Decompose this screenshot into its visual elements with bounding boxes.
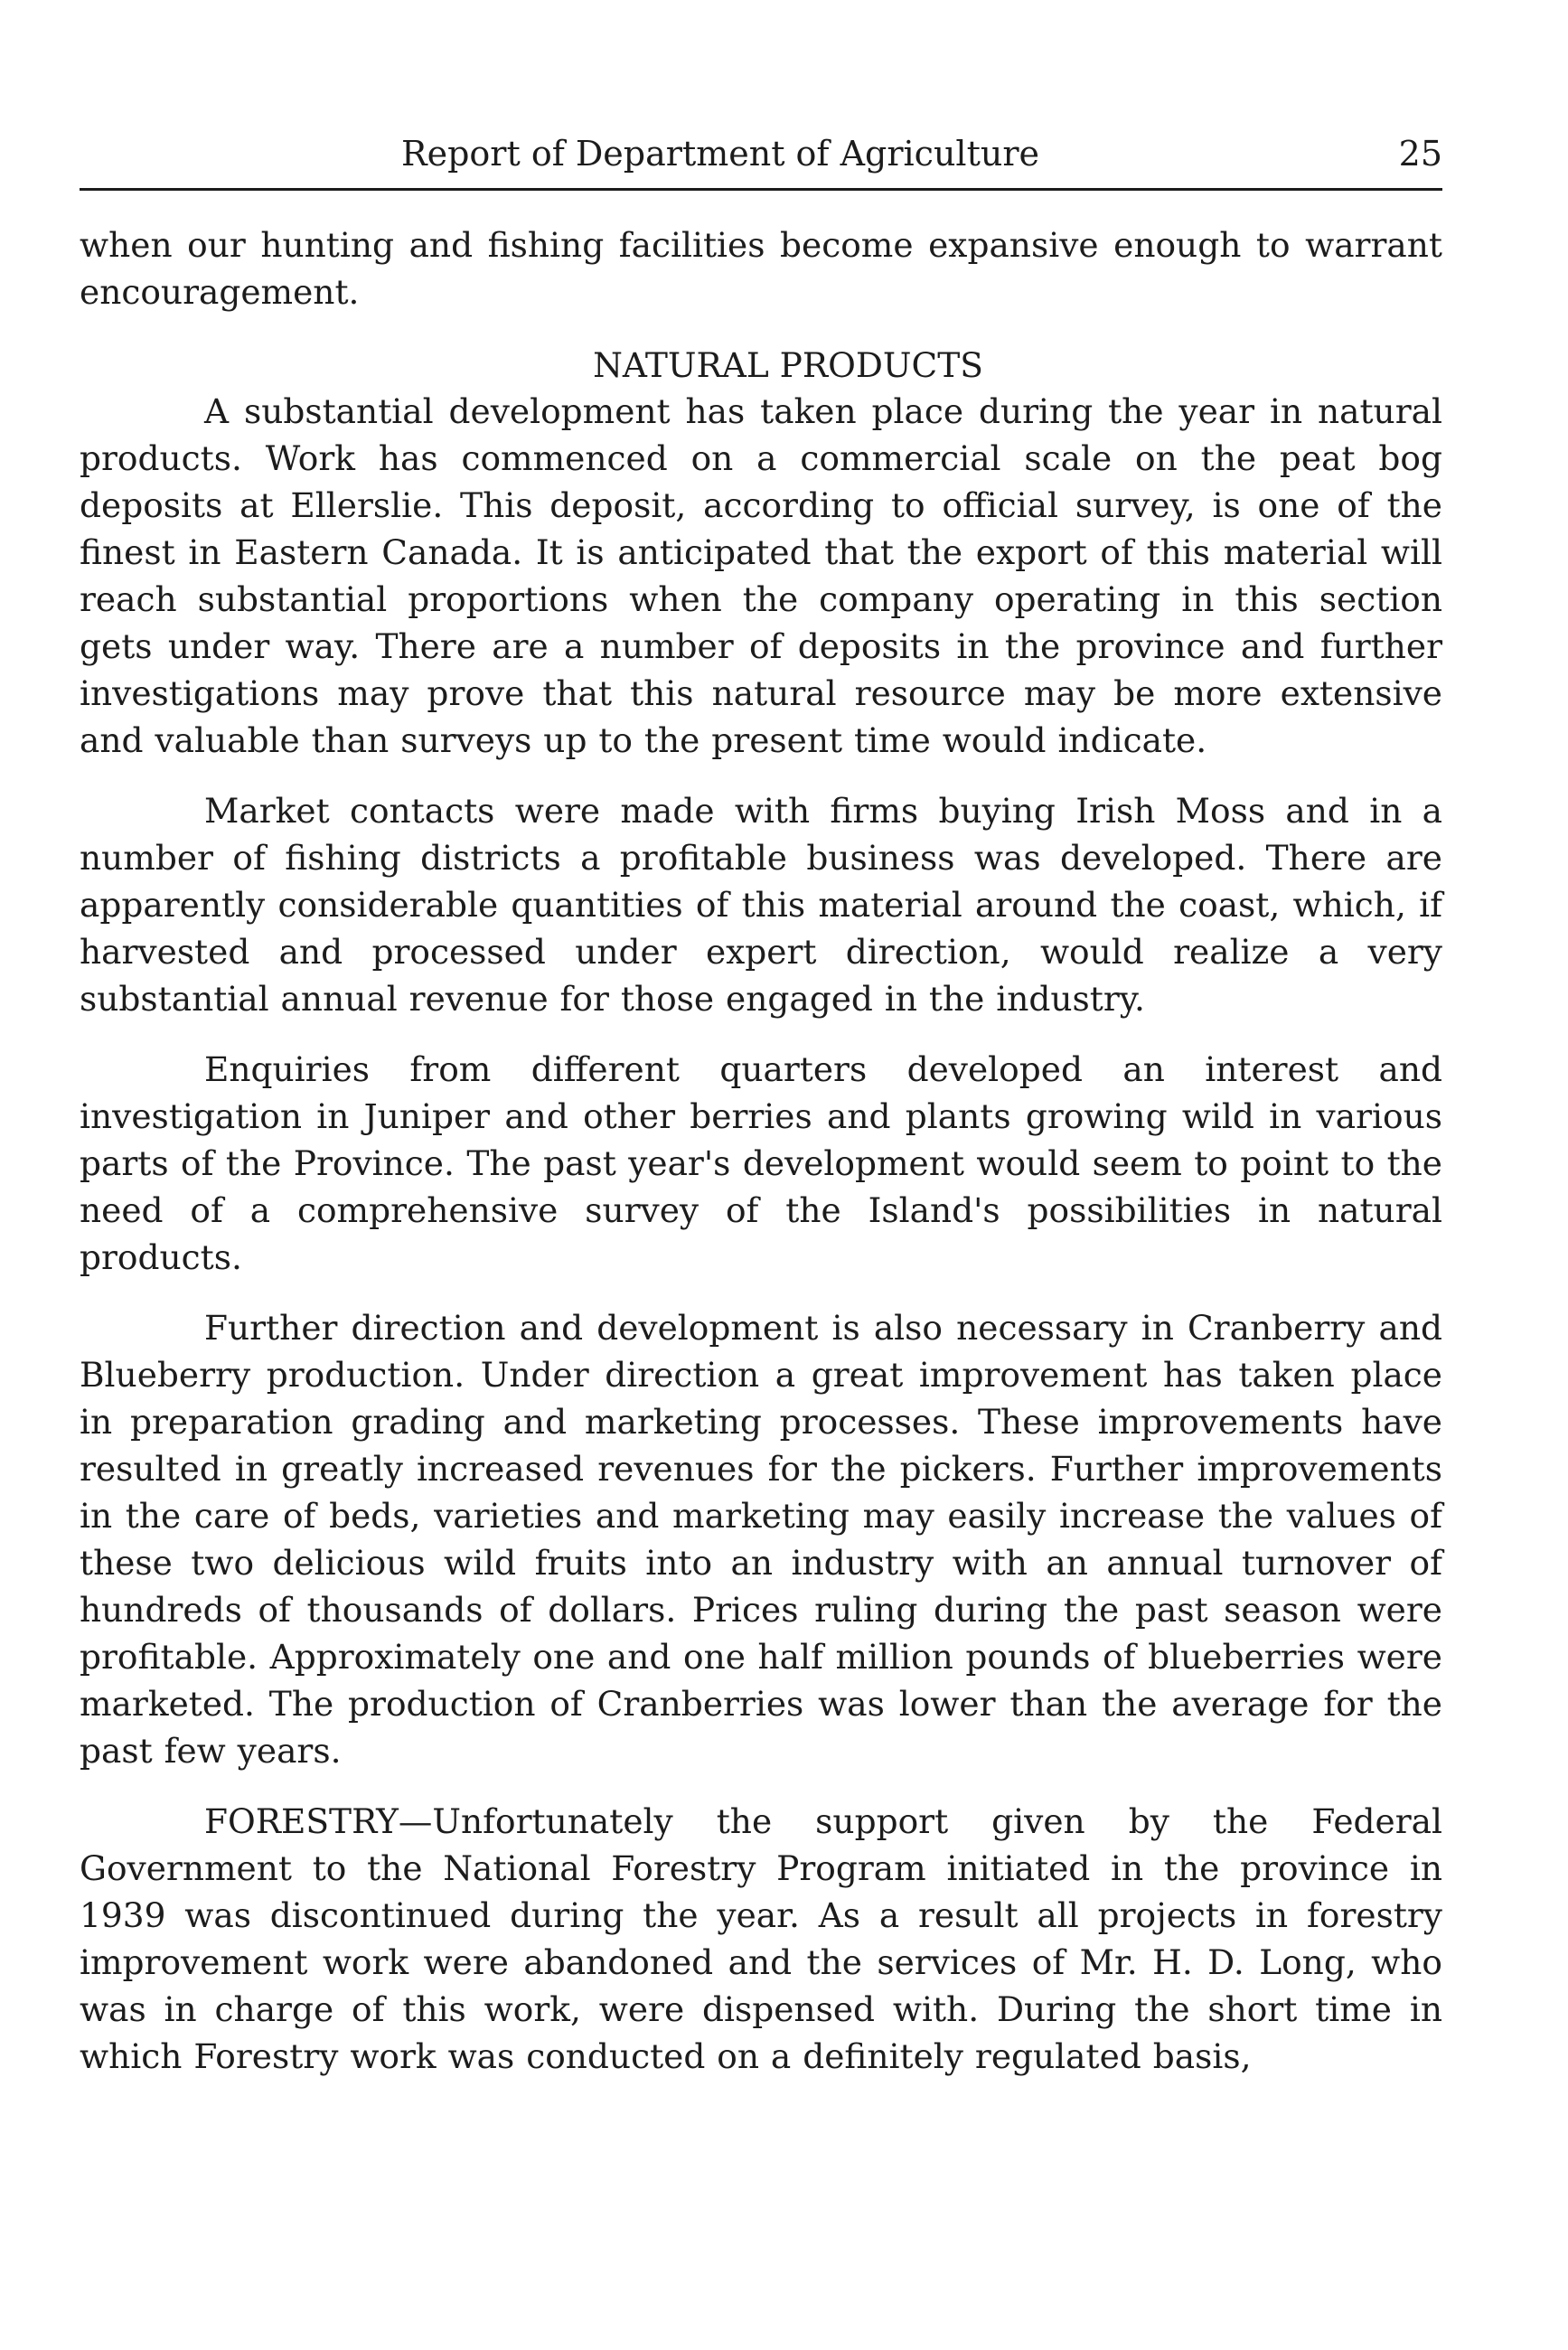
paragraph-peat-deposits: A substantial development has taken place during the year in natural products. Work has commenced on a commercial scale on the peat bog deposits at Ellerslie. This deposit, according to official survey, is one of the finest in Eastern Canada. It is anticipated that the export of this material will reach substantial proportions when the company operating in this section gets under way. There are a number of deposits in the province and further investigations may prove that this natural resource may be more extensive and valuable than surveys up to the present time would indicate. (80, 391, 1442, 760)
page-number: 25 (1398, 134, 1442, 174)
running-header (80, 127, 1442, 191)
document-page (80, 127, 1442, 2080)
paragraph-irish-moss: Market contacts were made with firms buying Irish Moss and in a number of fishing districts a profitable business was developed. There are apparently considerable quantities of this material around the coast, which, if harvested and processed under expert direction, would realize a very substantial annual revenue for those engaged in the industry. (80, 791, 1442, 1019)
paragraph-cranberry-blueberry: Further direction and development is also necessary in Cranberry and Blueberry production. Under direction a great improvement has taken place in preparation grading and marketing processes. These improvements have resulted in greatly increased revenues for the pickers. Further improvements in the care of beds, varieties and marketing may easily increase the values of these two delicious wild fruits into an industry with an annual turnover of hundreds of thousands of dollars. Prices ruling during the past season were profitable. Approximately one and one half million pounds of blueberries were marketed. The production of Cranberries was lower than the average for the past few years. (80, 1308, 1442, 1771)
paragraph-continued: when our hunting and fishing facilities become expansive enough to warrant encouragement. (80, 225, 1442, 312)
paragraph-juniper-berries: Enquiries from different quarters developed an interest and investigation in Juniper and other berries and plants growing wild in various parts of the Province. The past year's development would seem to point to the need of a comprehensive survey of the Island's possibilities in natural products. (80, 1049, 1442, 1277)
section-heading-natural-products: NATURAL PRODUCTS (593, 345, 983, 385)
header-title: Report of Department of Agriculture (401, 134, 1039, 174)
paragraph-forestry: FORESTRY—Unfortunately the support given by the Federal Government to the National Forestry Program initiated in the province in 1939 was discontinued during the year. As a result all projects in forestry improvement work were abandoned and the services of Mr. H. D. Long, who was in charge of this work, were dispensed with. During the short time in which Forestry work was conducted on a definitely regulated basis, (80, 1801, 1442, 2076)
body-text (80, 221, 1442, 2080)
